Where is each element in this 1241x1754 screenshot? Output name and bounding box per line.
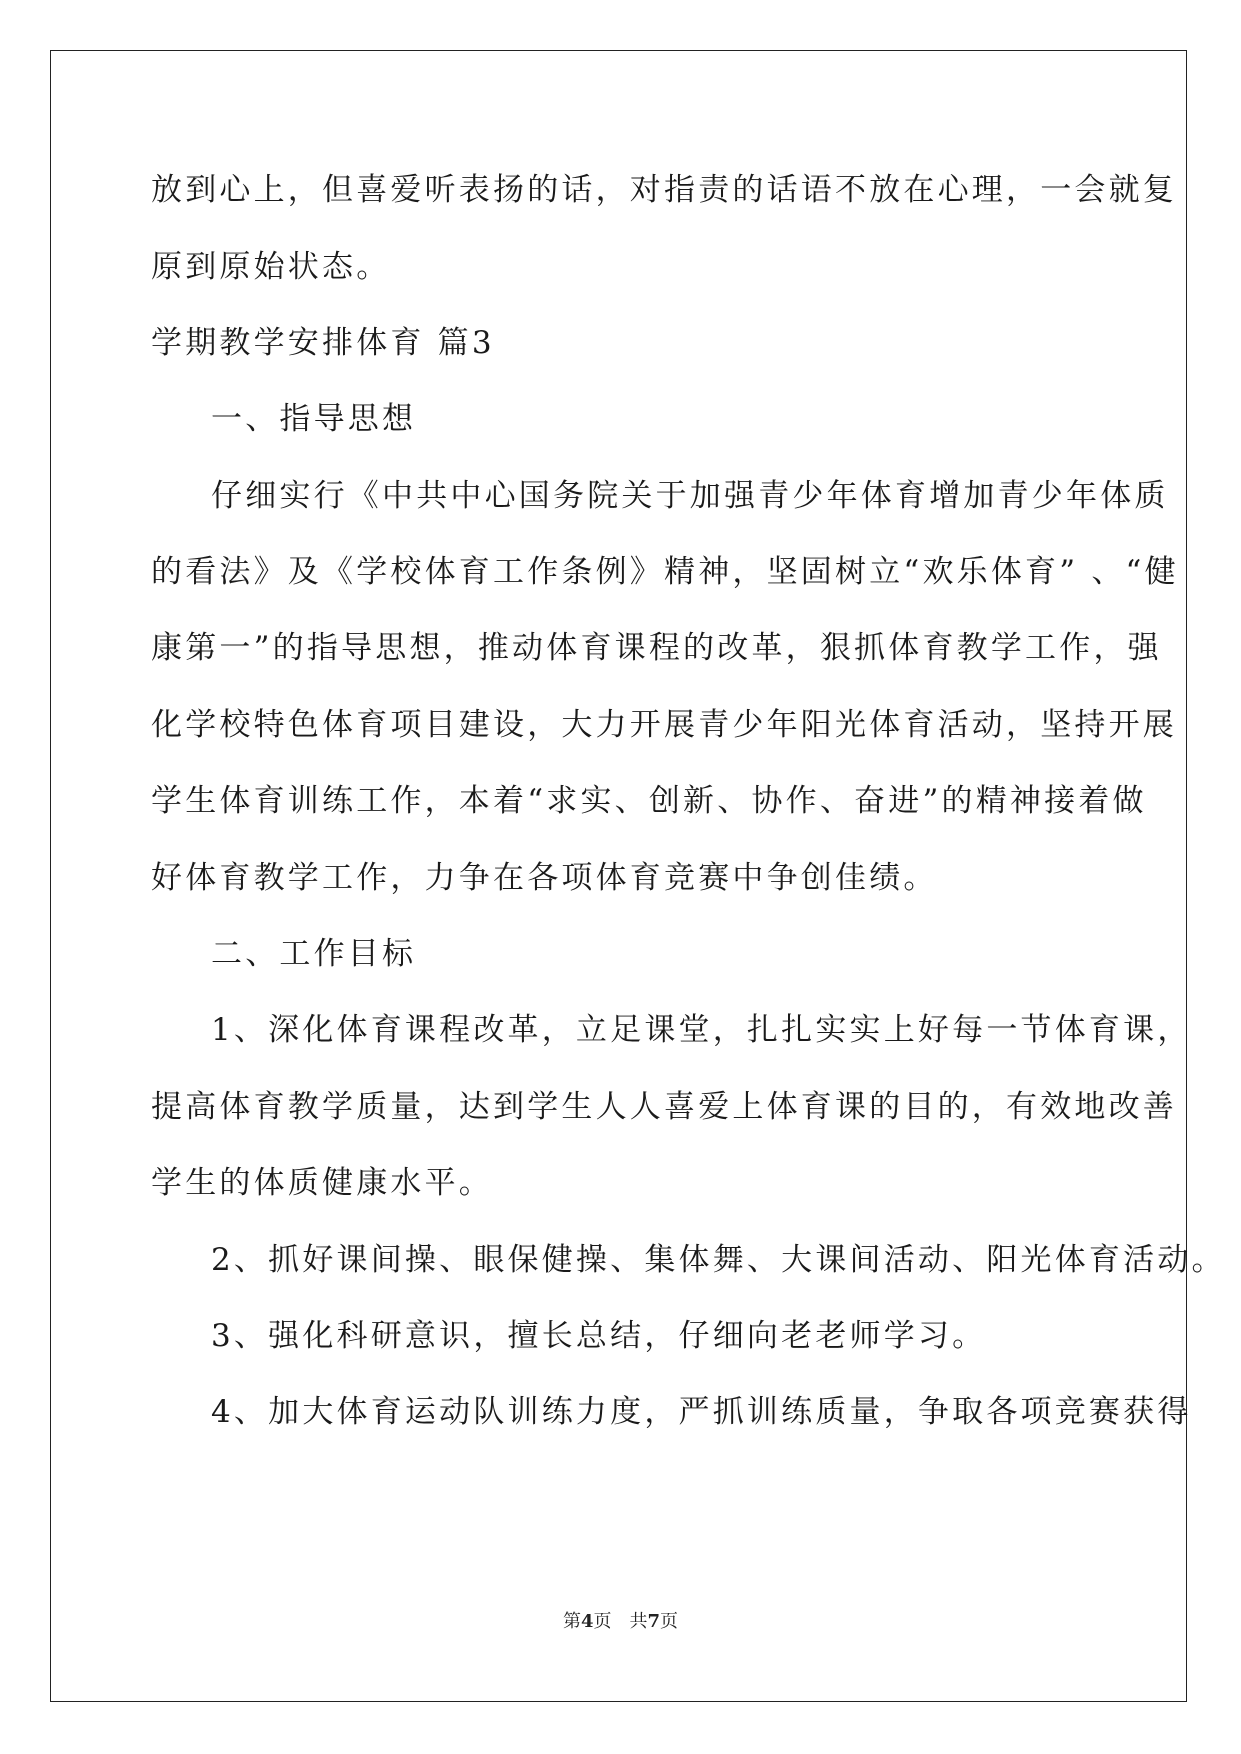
paragraph-line: 好体育教学工作，力争在各项体育竞赛中争创佳绩。: [151, 860, 938, 896]
paragraph-line: 学生体育训练工作，本着“求实、创新、协作、奋进”的精神接着做: [151, 783, 1147, 819]
list-item-line: 学生的体质健康水平。: [151, 1165, 493, 1201]
footer-total-pages: 7: [647, 1611, 661, 1632]
footer-middle: 页 共: [593, 1611, 648, 1632]
paragraph-line: 的看法》及《学校体育工作条例》精神，坚固树立“欢乐体育” 、“健: [151, 554, 1179, 590]
paragraph-line: 原到原始状态。: [151, 249, 391, 285]
list-item-line: 提高体育教学质量，达到学生人人喜爱上体育课的目的，有效地改善: [151, 1089, 1177, 1125]
list-item-line: 2、抓好课间操、眼保健操、集体舞、大课间活动、阳光体育活动。: [211, 1242, 1226, 1278]
page-footer: [0, 1610, 1241, 1634]
paragraph-line: 放到心上，但喜爱听表扬的话，对指责的话语不放在心理，一会就复: [151, 172, 1177, 208]
footer-page-number: 4: [580, 1611, 594, 1632]
paragraph-line: 仔细实行《中共中心国务院关于加强青少年体育增加青少年体质: [211, 478, 1169, 514]
paragraph-line: 化学校特色体育项目建设，大力开展青少年阳光体育活动，坚持开展: [151, 707, 1177, 743]
footer-suffix: 页: [660, 1611, 679, 1632]
footer-prefix: 第: [562, 1611, 581, 1632]
section-title: 学期教学安排体育 篇3: [151, 325, 495, 361]
heading-guiding-ideology: 一、指导思想: [211, 401, 417, 437]
list-item-line: 4、加大体育运动队训练力度，严抓训练质量，争取各项竞赛获得: [211, 1394, 1192, 1430]
list-item-line: 1、深化体育课程改革，立足课堂，扎扎实实上好每一节体育课，: [211, 1012, 1192, 1048]
heading-work-goals: 二、工作目标: [211, 936, 417, 972]
list-item-line: 3、强化科研意识，擅长总结，仔细向老老师学习。: [211, 1318, 987, 1354]
paragraph-line: 康第一”的指导思想，推动体育课程的改革，狠抓体育教学工作，强: [151, 630, 1162, 666]
